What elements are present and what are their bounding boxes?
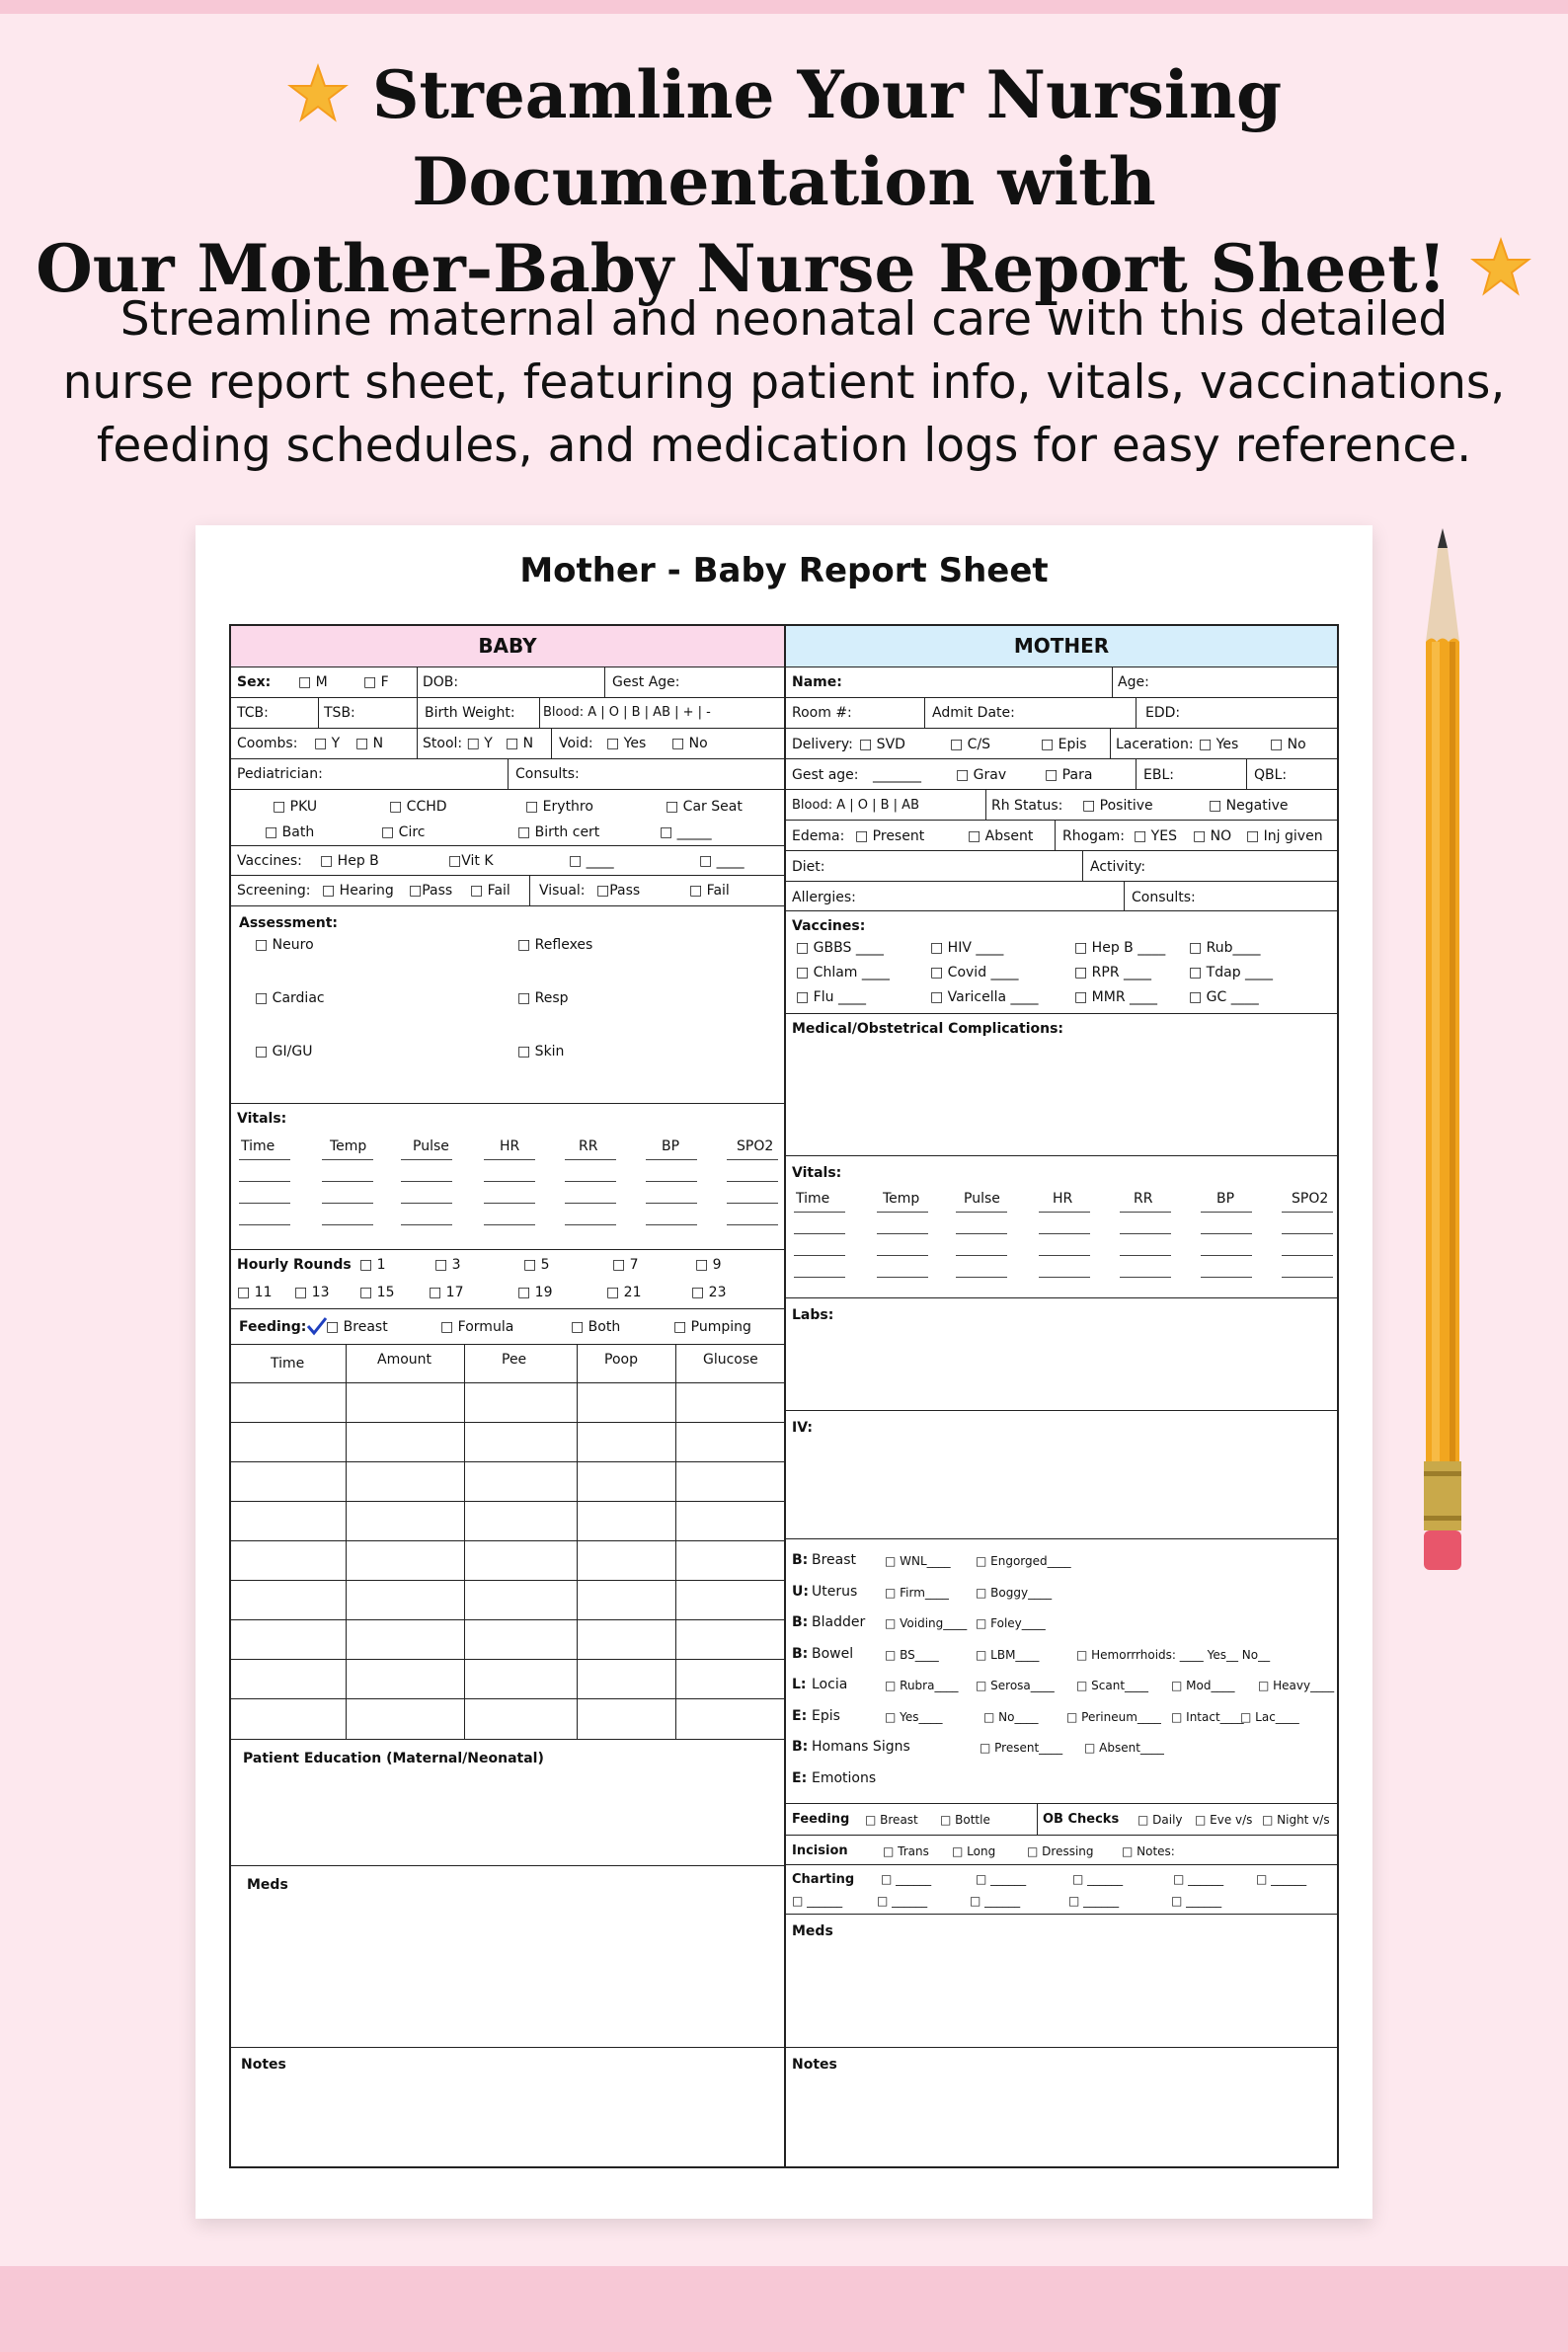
mother-column — [786, 626, 1337, 2166]
reflexes-checkbox[interactable]: □ Reflexes — [517, 937, 593, 953]
bubble-option-checkbox[interactable]: □ Yes____ — [885, 1709, 943, 1724]
vitals-blank-line[interactable] — [794, 1212, 845, 1213]
mother-charting: Charting □ ______ □ ______ □ ______ □ ______ □ ______ □ ______ □ ______ □ ______ □ ______ □ ______ — [786, 1865, 1337, 1915]
pku-checkbox[interactable]: □ PKU — [273, 799, 318, 815]
bubble-option-checkbox[interactable]: □ Heavy____ — [1258, 1679, 1335, 1692]
pencil-image — [1414, 528, 1471, 1580]
vitals-blank-line[interactable] — [1282, 1255, 1333, 1256]
vitals-blank-line[interactable] — [1120, 1212, 1171, 1213]
vitals-blank-line[interactable] — [1120, 1233, 1171, 1234]
mother-labs[interactable]: Labs: — [786, 1298, 1337, 1411]
visual-pass-checkbox[interactable]: □Pass — [596, 883, 641, 899]
rh-negative-checkbox[interactable]: □ Negative — [1209, 798, 1289, 814]
baby-row-screening: Screening: □ Hearing □Pass □ Fail Visual: □Pass □ Fail — [231, 876, 784, 906]
bubble-option-checkbox[interactable]: □ Intact____ — [1171, 1709, 1244, 1724]
feeding-table-row[interactable] — [231, 1698, 784, 1699]
vitals-blank-line[interactable] — [239, 1203, 290, 1204]
headline-line-2: Our Mother-Baby Nurse Report Sheet! — [0, 225, 1568, 312]
baby-row-coombs: Coombs: □ Y □ N Stool: □ Y □ N Void: □ Yes □ No — [231, 729, 784, 759]
vitals-blank-line[interactable] — [646, 1224, 697, 1225]
mother-vaccines: Vaccines: □ GBBS ____ □ HIV ____ □ Hep B ____ □ Rub____ □ Chlam ____ □ Covid ____ □ RPR ____ □ Tdap ____ □ Flu ____ □ Varicella ____ □ MMR ____ □ GC ____ — [786, 911, 1337, 1014]
cardiac-checkbox[interactable]: □ Cardiac — [255, 990, 325, 1006]
vitals-blank-line[interactable] — [484, 1181, 535, 1182]
vitals-blank-line[interactable] — [1201, 1255, 1252, 1256]
sex-f-checkbox[interactable]: □ F — [363, 674, 389, 690]
stool-n-checkbox[interactable]: □ N — [506, 736, 534, 751]
bubble-label: Epis — [812, 1707, 840, 1724]
feeding-both-checkbox[interactable]: □ Both — [571, 1319, 621, 1335]
mother-notes[interactable]: Notes — [792, 2057, 837, 2073]
vitals-blank-line[interactable] — [646, 1181, 697, 1182]
vitals-blank-line[interactable] — [1039, 1212, 1090, 1213]
neuro-checkbox[interactable]: □ Neuro — [255, 937, 314, 953]
vitals-blank-line[interactable] — [1201, 1233, 1252, 1234]
feeding-pumping-checkbox[interactable]: □ Pumping — [673, 1319, 751, 1335]
bubble-option-checkbox[interactable]: □ LBM____ — [976, 1647, 1040, 1662]
coombs-y-checkbox[interactable]: □ Y — [314, 736, 341, 751]
feeding-table-row[interactable] — [231, 1461, 784, 1462]
baby-feeding: Feeding: □ Breast □ Formula □ Both □ Pumping — [231, 1309, 784, 1345]
incision-notes-checkbox[interactable]: □ Notes: — [1122, 1844, 1175, 1858]
bubble-key: B: — [792, 1739, 809, 1755]
bubble-key: E: — [792, 1769, 808, 1786]
vitals-blank-line[interactable] — [565, 1203, 616, 1204]
vitals-blank-line[interactable] — [794, 1255, 845, 1256]
vitals-blank-line[interactable] — [401, 1181, 452, 1182]
bubble-option-checkbox[interactable]: □ Foley____ — [976, 1616, 1046, 1630]
mother-feeding-ob: Feeding □ Breast □ Bottle OB Checks □ Daily □ Eve v/s □ Night v/s — [786, 1804, 1337, 1836]
edema-absent-checkbox[interactable]: □ Absent — [968, 828, 1034, 844]
vitals-blank-line[interactable] — [565, 1224, 616, 1225]
hearing-checkbox[interactable]: □ Hearing — [322, 883, 394, 899]
mother-row-blood: Blood: A | O | B | AB Rh Status: □ Positive □ Negative — [786, 790, 1337, 821]
bubble-key: U: — [792, 1583, 809, 1600]
feeding-table-row[interactable] — [231, 1540, 784, 1541]
mother-row-edema: Edema: □ Present □ Absent Rhogam: □ YES □ NO □ Inj given — [786, 821, 1337, 851]
vitals-blank-line[interactable] — [401, 1159, 452, 1160]
mother-row-gest: Gest age: _______ □ Grav □ Para EBL: QBL: — [786, 759, 1337, 790]
vitals-blank-line[interactable] — [1120, 1255, 1171, 1256]
vitals-blank-line[interactable] — [877, 1212, 928, 1213]
laceration-yes-checkbox[interactable]: □ Yes — [1199, 737, 1239, 752]
baby-vitals: Vitals: Time Temp Pulse HR RR BP SPO2 — [231, 1104, 784, 1250]
mom-feed-breast-checkbox[interactable]: □ Breast — [865, 1813, 918, 1827]
mother-row-diet: Diet: Activity: — [786, 851, 1337, 882]
baby-row-vaccines: Vaccines: □ Hep B □Vit K □ ____ □ ____ — [231, 846, 784, 876]
rhogam-yes-checkbox[interactable]: □ YES — [1134, 828, 1177, 844]
vitals-blank-line[interactable] — [1201, 1212, 1252, 1213]
bubble-label: Bladder — [812, 1614, 866, 1630]
bubble-option-checkbox[interactable]: □ Present____ — [980, 1741, 1063, 1755]
vitals-blank-line[interactable] — [956, 1277, 1007, 1278]
feeding-table-row[interactable] — [231, 1619, 784, 1620]
baby-row-procedures — [231, 790, 784, 846]
void-no-checkbox[interactable]: □ No — [671, 736, 708, 751]
mom-feed-bottle-checkbox[interactable]: □ Bottle — [940, 1813, 990, 1827]
bubble-key: B: — [792, 1614, 809, 1630]
hepb-checkbox[interactable]: □ Hep B — [320, 853, 379, 869]
ob-night-checkbox[interactable]: □ Night v/s — [1262, 1813, 1330, 1827]
coombs-n-checkbox[interactable]: □ N — [355, 736, 384, 751]
feeding-table-row[interactable] — [231, 1659, 784, 1660]
vitals-blank-line[interactable] — [956, 1212, 1007, 1213]
vitals-blank-line[interactable] — [1039, 1277, 1090, 1278]
stool-y-checkbox[interactable]: Stool: □ Y — [423, 736, 493, 751]
vitals-blank-line[interactable] — [877, 1255, 928, 1256]
feeding-table-row[interactable] — [231, 1422, 784, 1423]
mother-iv[interactable]: IV: — [786, 1411, 1337, 1539]
ob-eve-checkbox[interactable]: □ Eve v/s — [1195, 1813, 1253, 1827]
vitals-blank-line[interactable] — [877, 1233, 928, 1234]
visual-fail-checkbox[interactable]: □ Fail — [689, 883, 730, 899]
bubble-key: L: — [792, 1677, 807, 1692]
birthcert-checkbox[interactable]: □ Birth cert — [517, 824, 600, 840]
vitals-blank-line[interactable] — [401, 1203, 452, 1204]
sheet-frame — [229, 624, 1339, 2168]
mother-bubble-assessment — [786, 1539, 1337, 1804]
vitals-blank-line[interactable] — [794, 1277, 845, 1278]
baby-feeding-table[interactable]: Time Amount Pee Poop Glucose — [231, 1345, 784, 1740]
baby-meds[interactable]: Meds — [231, 1866, 784, 2048]
vitals-blank-line[interactable] — [401, 1224, 452, 1225]
mother-row-room: Room #: Admit Date: EDD: — [786, 698, 1337, 729]
laceration-no-checkbox[interactable]: □ No — [1270, 737, 1306, 752]
mother-vitals: Vitals: Time Temp Pulse HR RR BP SPO2 — [786, 1156, 1337, 1298]
vitals-blank-line[interactable] — [239, 1181, 290, 1182]
baby-row-sex: Sex: □ M □ F DOB: Gest Age: — [231, 667, 784, 698]
vitals-blank-line[interactable] — [322, 1224, 373, 1225]
feeding-table-row[interactable] — [231, 1580, 784, 1581]
hearing-fail-checkbox[interactable]: □ Fail — [470, 883, 510, 899]
baby-column — [231, 626, 786, 2166]
vitals-blank-line[interactable] — [956, 1233, 1007, 1234]
bubble-option-checkbox[interactable]: □ Rubra____ — [885, 1679, 959, 1692]
vitals-blank-line[interactable] — [1039, 1233, 1090, 1234]
vitals-blank-line[interactable] — [565, 1159, 616, 1160]
vitals-blank-line[interactable] — [727, 1203, 778, 1204]
epis-checkbox[interactable]: □ Epis — [1041, 737, 1087, 752]
mother-incision: Incision □ Trans □ Long □ Dressing □ Notes: — [786, 1836, 1337, 1865]
mother-header: MOTHER — [786, 626, 1337, 667]
bubble-label: Locia — [812, 1677, 848, 1692]
incision-trans-checkbox[interactable]: □ Trans — [883, 1844, 929, 1858]
rhogam-no-checkbox[interactable]: □ NO — [1193, 828, 1232, 844]
grav-checkbox[interactable]: □ Grav — [956, 767, 1007, 783]
cchd-checkbox[interactable]: □ CCHD — [389, 799, 447, 815]
sex-m-checkbox[interactable]: □ M — [298, 674, 328, 690]
skin-checkbox[interactable]: □ Skin — [517, 1044, 565, 1059]
baby-header: BABY — [231, 626, 784, 667]
para-checkbox[interactable]: □ Para — [1045, 767, 1093, 783]
bubble-option-checkbox[interactable]: □ Voiding____ — [885, 1616, 968, 1630]
checkmark-icon — [306, 1315, 328, 1337]
gigu-checkbox[interactable]: □ GI/GU — [255, 1044, 313, 1059]
report-sheet — [196, 525, 1372, 2219]
vitals-blank-line[interactable] — [646, 1159, 697, 1160]
bubble-option-checkbox[interactable]: □ BS____ — [885, 1647, 939, 1662]
incision-dressing-checkbox[interactable]: □ Dressing — [1027, 1844, 1094, 1858]
mother-row-name: Name: Age: — [786, 667, 1337, 698]
feeding-formula-checkbox[interactable]: □ Formula — [440, 1319, 514, 1335]
mother-meds[interactable]: Meds — [786, 1915, 1337, 2048]
bubble-label: Bowel — [812, 1645, 854, 1662]
bubble-label: Breast — [812, 1552, 857, 1568]
vitals-blank-line[interactable] — [646, 1203, 697, 1204]
rh-positive-checkbox[interactable]: □ Positive — [1082, 798, 1153, 814]
baby-row-ped: Pediatrician: Consults: — [231, 759, 784, 790]
vitals-blank-line[interactable] — [1039, 1255, 1090, 1256]
void-yes-checkbox[interactable]: □ Yes — [606, 736, 647, 751]
feeding-table-row[interactable] — [231, 1501, 784, 1502]
bath-checkbox[interactable]: □ Bath — [265, 824, 315, 840]
vitals-blank-line[interactable] — [239, 1224, 290, 1225]
vitals-blank-line[interactable] — [727, 1181, 778, 1182]
bubble-key: B: — [792, 1645, 809, 1662]
vitals-blank-line[interactable] — [322, 1203, 373, 1204]
vitals-blank-line[interactable] — [1201, 1277, 1252, 1278]
vitals-blank-line[interactable] — [565, 1181, 616, 1182]
hearing-pass-checkbox[interactable]: □Pass — [409, 883, 453, 899]
star-icon — [286, 62, 350, 125]
mother-row-delivery: Delivery: □ SVD □ C/S □ Epis Laceration: □ Yes □ No — [786, 729, 1337, 759]
vitals-blank-line[interactable] — [484, 1159, 535, 1160]
circ-checkbox[interactable]: □ Circ — [381, 824, 426, 840]
bubble-option-checkbox[interactable]: □ Lac____ — [1240, 1709, 1299, 1724]
vitals-blank-line[interactable] — [484, 1203, 535, 1204]
mother-complications[interactable]: Medical/Obstetrical Complications: — [786, 1014, 1337, 1156]
vitals-blank-line[interactable] — [727, 1159, 778, 1160]
bottom-band — [0, 2266, 1568, 2352]
patient-education[interactable]: Patient Education (Maternal/Neonatal) — [231, 1740, 784, 1866]
bubble-option-checkbox[interactable]: □ Absent____ — [1084, 1741, 1164, 1755]
bubble-option-checkbox[interactable]: □ No____ — [983, 1709, 1039, 1724]
vitals-blank-line[interactable] — [1282, 1233, 1333, 1234]
bubble-option-checkbox[interactable]: □ Perineum____ — [1066, 1709, 1161, 1724]
baby-notes[interactable]: Notes — [241, 2057, 286, 2073]
vitals-blank-line[interactable] — [484, 1224, 535, 1225]
carseat-checkbox[interactable]: □ Car Seat — [666, 799, 743, 815]
bubble-key: E: — [792, 1707, 808, 1724]
vitk-checkbox[interactable]: □Vit K — [448, 853, 494, 869]
bubble-key: B: — [792, 1552, 809, 1568]
ob-daily-checkbox[interactable]: □ Daily — [1137, 1813, 1183, 1827]
resp-checkbox[interactable]: □ Resp — [517, 990, 569, 1006]
vitals-blank-line[interactable] — [727, 1224, 778, 1225]
baby-hourly-rounds: Hourly Rounds □ 1 □ 3 □ 5 □ 7 □ 9 □ 11 □ 13 □ 15 □ 17 □ 19 □ 21 □ 23 — [231, 1250, 784, 1309]
bubble-label: Emotions — [812, 1769, 877, 1786]
headline-line-1: Streamline Your Nursing Documentation with — [0, 51, 1568, 225]
cs-checkbox[interactable]: □ C/S — [950, 737, 991, 752]
sheet-title: Mother - Baby Report Sheet — [519, 551, 1049, 590]
baby-row-tcb: TCB: TSB: Birth Weight: Blood: A | O | B | AB | + | - — [231, 698, 784, 729]
edema-present-checkbox[interactable]: □ Present — [855, 828, 925, 844]
vitals-blank-line[interactable] — [956, 1255, 1007, 1256]
bubble-option-checkbox[interactable]: □ Mod____ — [1171, 1679, 1235, 1692]
vitals-blank-line[interactable] — [322, 1181, 373, 1182]
feeding-breast-checkbox[interactable]: □ Breast — [326, 1319, 388, 1335]
vitals-blank-line[interactable] — [1282, 1277, 1333, 1278]
incision-long-checkbox[interactable]: □ Long — [952, 1844, 996, 1858]
bubble-label: Homans Signs — [812, 1739, 910, 1755]
baby-assessment: Assessment: □ Neuro □ Reflexes □ Cardiac □ Resp □ GI/GU □ Skin — [231, 906, 784, 1104]
vitals-blank-line[interactable] — [877, 1277, 928, 1278]
vitals-blank-line[interactable] — [794, 1233, 845, 1234]
bubble-option-checkbox[interactable]: □ Hemorrrhoids: ____ Yes__ No__ — [1076, 1647, 1271, 1662]
vitals-blank-line[interactable] — [239, 1159, 290, 1160]
inj-given-checkbox[interactable]: □ Inj given — [1246, 828, 1323, 844]
bubble-option-checkbox[interactable]: □ WNL____ — [885, 1554, 951, 1568]
bubble-label: Uterus — [812, 1583, 858, 1600]
svd-checkbox[interactable]: □ SVD — [859, 737, 905, 752]
bubble-option-checkbox[interactable]: □ Engorged____ — [976, 1554, 1071, 1568]
headline — [0, 51, 1568, 312]
erythro-checkbox[interactable]: □ Erythro — [525, 799, 593, 815]
vitals-blank-line[interactable] — [1120, 1277, 1171, 1278]
vitals-blank-line[interactable] — [322, 1159, 373, 1160]
vitals-blank-line[interactable] — [1282, 1212, 1333, 1213]
subtitle: Streamline maternal and neonatal care with this detailed nurse report sheet, featuring patient info, vitals, vaccinations, feeding schedules, and medication logs for easy reference. — [62, 292, 1506, 473]
bubble-option-checkbox[interactable]: □ Boggy____ — [976, 1585, 1053, 1600]
other-checkbox[interactable]: □ _____ — [660, 824, 712, 840]
bubble-option-checkbox[interactable]: □ Serosa____ — [976, 1679, 1055, 1692]
feeding-table-row[interactable] — [231, 1382, 784, 1383]
bubble-option-checkbox[interactable]: □ Scant____ — [1076, 1679, 1149, 1692]
mother-row-allergies: Allergies: Consults: — [786, 882, 1337, 911]
bubble-option-checkbox[interactable]: □ Firm____ — [885, 1585, 949, 1600]
top-band — [0, 0, 1568, 14]
